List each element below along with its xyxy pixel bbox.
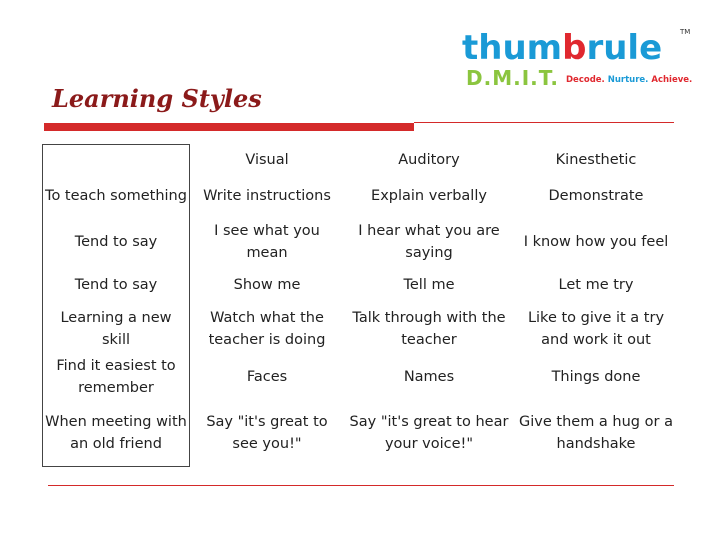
- table-row: [42, 303, 678, 355]
- title-underline-thick: [44, 123, 414, 131]
- logo-tagline: [566, 75, 692, 85]
- logo-trademark: TM: [680, 28, 691, 36]
- table-cell: Names: [403, 369, 455, 385]
- table-cell: Talk through with the teacher: [352, 310, 506, 348]
- table-header-row: [42, 144, 678, 175]
- table-cell: Things done: [551, 369, 641, 385]
- logo-dmit: D.M.I.T.: [466, 66, 559, 90]
- page-title: Learning Styles: [52, 84, 262, 113]
- table-cell: Show me: [233, 277, 301, 293]
- table-cell: I know how you feel: [523, 234, 669, 250]
- bottom-divider: [48, 485, 674, 486]
- row-label: Find it easiest to remember: [42, 355, 190, 399]
- table-cell: Let me try: [558, 277, 634, 293]
- table-row: [42, 399, 678, 467]
- header-auditory: Auditory: [398, 151, 460, 168]
- table-cell: Explain verbally: [371, 188, 487, 204]
- table-row: [42, 217, 678, 267]
- table-cell: I hear what you are saying: [358, 223, 500, 261]
- tagline-achieve: Achieve.: [651, 75, 693, 85]
- table-cell: Say "it's great to hear your voice!": [349, 414, 509, 452]
- logo-word-part1: thum: [462, 28, 563, 68]
- table-cell: Like to give it a try and work it out: [527, 310, 665, 348]
- logo-word-part3: rule: [586, 28, 663, 68]
- row-label: To teach something: [42, 175, 190, 217]
- logo-word-part2: b: [562, 28, 587, 68]
- table-cell: Say "it's great to see you!": [206, 414, 328, 452]
- table-cell: Write instructions: [203, 188, 331, 204]
- table-row: [42, 267, 678, 303]
- table-row: [42, 175, 678, 217]
- header-visual: Visual: [245, 151, 289, 168]
- header-kinesthetic: Kinesthetic: [555, 151, 637, 168]
- header-cell-empty: [42, 144, 190, 175]
- title-underline-thin: [414, 122, 674, 123]
- table-cell: Demonstrate: [548, 188, 644, 204]
- table-cell: Watch what the teacher is doing: [208, 310, 326, 348]
- table-cell: I see what you mean: [214, 223, 320, 261]
- table-cell: Tell me: [403, 277, 455, 293]
- learning-styles-table: [42, 144, 678, 467]
- table-row: [42, 355, 678, 399]
- row-label: Tend to say: [42, 267, 190, 303]
- row-label: When meeting with an old friend: [42, 399, 190, 467]
- table-cell: Give them a hug or a handshake: [519, 414, 673, 452]
- logo-wordmark: [462, 28, 662, 68]
- row-label: Learning a new skill: [42, 303, 190, 355]
- tagline-nurture: Nurture.: [607, 75, 649, 85]
- row-label: Tend to say: [42, 217, 190, 267]
- table-cell: Faces: [246, 369, 288, 385]
- thumbrule-logo: [462, 22, 702, 92]
- tagline-decode: Decode.: [566, 75, 605, 85]
